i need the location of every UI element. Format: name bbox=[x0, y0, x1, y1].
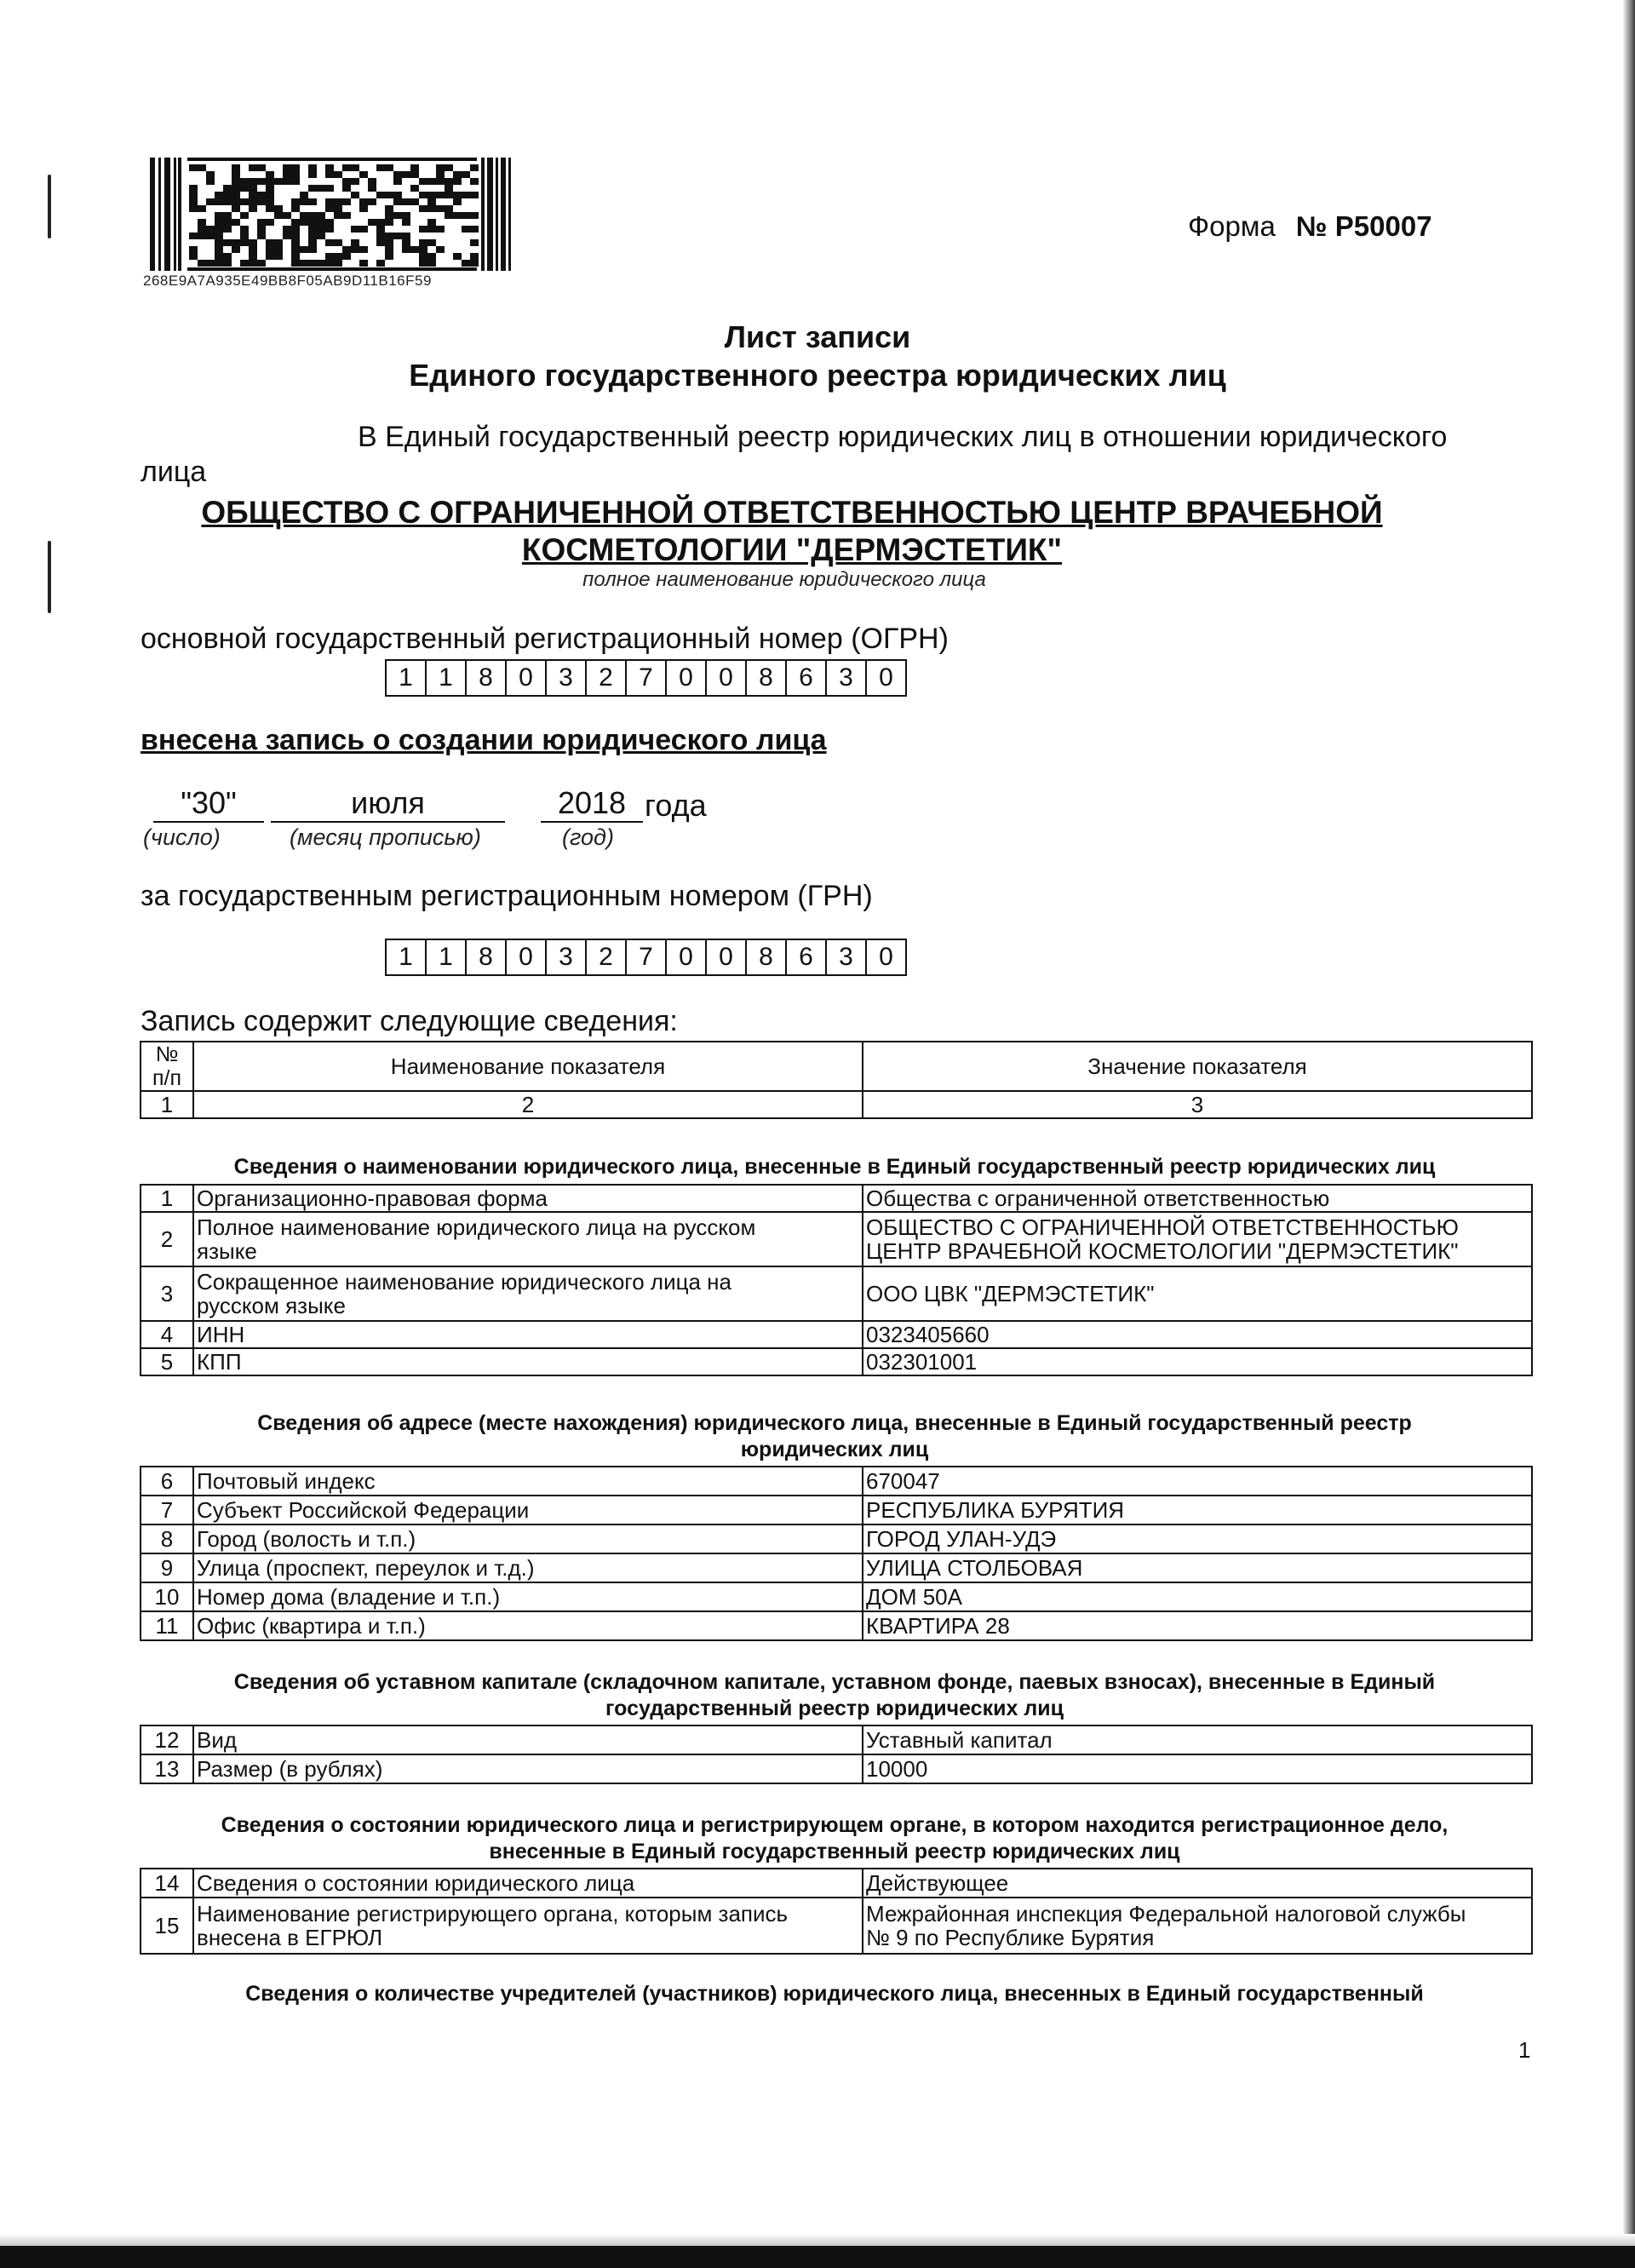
row-label-line: русском языке bbox=[197, 1293, 346, 1318]
entry-month: июля bbox=[271, 785, 505, 823]
section-title-status-line-2: внесенные в Единый государственный реестр юридических лиц bbox=[489, 1840, 1180, 1863]
section-title-capital-line-1: Сведения об уставном капитале (складочном капитале, уставном фонде, паевых взносах), внесенные в Единый bbox=[233, 1670, 1436, 1694]
table-row bbox=[141, 1754, 1532, 1783]
entry-year: 2018 bbox=[541, 785, 643, 823]
year-hint: (год) bbox=[562, 824, 614, 850]
page-title: Лист записи bbox=[724, 319, 911, 354]
org-name-hint: полное наименование юридического лица bbox=[582, 568, 986, 591]
row-label-line: Наименование регистрирующего органа, которым запись bbox=[197, 1901, 789, 1926]
row-number: 4 bbox=[141, 1321, 193, 1348]
row-value-line: ОБЩЕСТВО С ОГРАНИЧЕННОЙ ОТВЕТСТВЕННОСТЬЮ bbox=[866, 1214, 1459, 1240]
row-value: УЛИЦА СТОЛБОВАЯ bbox=[863, 1553, 1532, 1582]
row-value: РЕСПУБЛИКА БУРЯТИЯ bbox=[863, 1496, 1532, 1524]
table-row bbox=[141, 1611, 1532, 1640]
col-index-3: 3 bbox=[863, 1091, 1532, 1118]
digit-box: 1 bbox=[387, 940, 427, 974]
digit-box: 2 bbox=[587, 661, 627, 695]
row-label: Город (волость и т.п.) bbox=[193, 1524, 863, 1553]
entry-statement: внесена запись о создании юридического лица bbox=[141, 724, 827, 756]
table-row bbox=[141, 1212, 1532, 1266]
grn-label: за государственным регистрационным номером (ГРН) bbox=[141, 880, 873, 912]
month-hint: (месяц прописью) bbox=[290, 824, 481, 850]
digit-box: 3 bbox=[827, 661, 867, 695]
section-title-address-line-2: юридических лиц bbox=[740, 1438, 929, 1461]
row-value: ДОМ 50А bbox=[863, 1582, 1532, 1611]
table-row bbox=[141, 1725, 1532, 1754]
digit-box: 0 bbox=[879, 663, 893, 692]
digit-box: 3 bbox=[547, 940, 587, 974]
section-title-founders: Сведения о количестве учредителей (участников) юридического лица, внесенных в Единый государственный bbox=[245, 1982, 1424, 2006]
digit-box: 0 bbox=[507, 940, 547, 974]
col-value-header: Значение показателя bbox=[863, 1042, 1532, 1091]
org-full-name-line-2: КОСМЕТОЛОГИИ "ДЕРМЭСТЕТИК" bbox=[521, 532, 1063, 567]
row-number: 9 bbox=[141, 1553, 193, 1582]
scan-bottom-shadow bbox=[0, 2234, 1635, 2246]
digit-box: 3 bbox=[547, 661, 587, 695]
ogrn-label: основной государственный регистрационный номер (ОГРН) bbox=[141, 623, 949, 655]
form-code: № Р50007 bbox=[1295, 210, 1432, 242]
row-number: 5 bbox=[141, 1348, 193, 1375]
row-label: Офис (квартира и т.п.) bbox=[193, 1611, 863, 1640]
day-hint: (число) bbox=[143, 824, 221, 850]
row-value: 032301001 bbox=[863, 1348, 1532, 1375]
row-value: ГОРОД УЛАН-УДЭ bbox=[863, 1524, 1532, 1553]
section-title-status-line-1: Сведения о состоянии юридического лица и регистрирующем органе, в котором находится регистрационное дело, bbox=[221, 1813, 1449, 1837]
col-name-header: Наименование показателя bbox=[193, 1042, 863, 1091]
row-label: Улица (проспект, переулок и т.д.) bbox=[193, 1553, 863, 1582]
row-value-line: № 9 по Республике Бурятия bbox=[866, 1925, 1155, 1950]
punch-mark-top bbox=[48, 175, 51, 238]
row-value: Общества с ограниченной ответственностью bbox=[863, 1185, 1532, 1212]
digit-box: 1 bbox=[427, 940, 467, 974]
name-section-table bbox=[140, 1184, 1533, 1376]
digit-box: 1 bbox=[427, 661, 467, 695]
row-label: Почтовый индекс bbox=[193, 1467, 863, 1496]
row-value: Уставный капитал bbox=[863, 1725, 1532, 1754]
table-row bbox=[141, 1582, 1532, 1611]
digit-box: 7 bbox=[627, 940, 667, 974]
table-row bbox=[141, 1321, 1532, 1348]
row-label-line: внесена в ЕГРЮЛ bbox=[197, 1925, 383, 1950]
row-label: Субъект Российской Федерации bbox=[193, 1496, 863, 1524]
row-label: Номер дома (владение и т.п.) bbox=[193, 1582, 863, 1611]
table-row bbox=[141, 1496, 1532, 1524]
row-number: 6 bbox=[141, 1467, 193, 1496]
row-label: Размер (в рублях) bbox=[193, 1754, 863, 1783]
form-label: Форма bbox=[1188, 210, 1276, 242]
digit-box: 0 bbox=[707, 940, 747, 974]
row-label: Сведения о состоянии юридического лица bbox=[193, 1869, 863, 1898]
digit-box: 7 bbox=[627, 661, 667, 695]
table-row bbox=[141, 1266, 1532, 1321]
digit-box: 0 bbox=[707, 661, 747, 695]
col-index-2: 2 bbox=[193, 1091, 863, 1118]
section-title-capital-line-2: государственный реестр юридических лиц bbox=[605, 1697, 1064, 1720]
row-value: 10000 bbox=[863, 1754, 1532, 1783]
digit-box: 0 bbox=[667, 940, 707, 974]
col-num-header: № п/п bbox=[141, 1042, 193, 1091]
row-label: ИНН bbox=[193, 1321, 863, 1348]
row-number: 8 bbox=[141, 1524, 193, 1553]
row-value-line: ЦЕНТР ВРАЧЕБНОЙ КОСМЕТОЛОГИИ "ДЕРМЭСТЕТИК" bbox=[866, 1238, 1459, 1264]
row-value: ООО ЦВК "ДЕРМЭСТЕТИК" bbox=[863, 1266, 1532, 1321]
form-number bbox=[1188, 210, 1432, 243]
digit-box: 0 bbox=[879, 943, 893, 971]
row-value bbox=[863, 1212, 1532, 1266]
intro-line-2: лица bbox=[141, 456, 207, 488]
digit-box: 0 bbox=[667, 661, 707, 695]
ogrn-digit-boxes bbox=[385, 659, 907, 697]
row-value: КВАРТИРА 28 bbox=[863, 1611, 1532, 1640]
address-section-table bbox=[140, 1466, 1533, 1641]
row-number: 15 bbox=[141, 1898, 193, 1954]
digit-box: 2 bbox=[587, 940, 627, 974]
digit-box: 1 bbox=[387, 661, 427, 695]
scan-bottom-edge bbox=[0, 2246, 1635, 2268]
row-number: 1 bbox=[141, 1185, 193, 1212]
digit-box: 6 bbox=[787, 661, 827, 695]
row-label: Вид bbox=[193, 1725, 863, 1754]
section-title-address-line-1: Сведения об адресе (месте нахождения) юридического лица, внесенные в Единый государственный реестр bbox=[257, 1411, 1412, 1435]
row-label: Организационно-правовая форма bbox=[193, 1185, 863, 1212]
row-value-line: Межрайонная инспекция Федеральной налоговой службы bbox=[866, 1901, 1466, 1926]
row-number: 11 bbox=[141, 1611, 193, 1640]
page-number: 1 bbox=[1518, 2037, 1531, 2063]
status-section-table bbox=[140, 1868, 1533, 1955]
row-label-line: Сокращенное наименование юридического лица на bbox=[197, 1269, 731, 1295]
digit-box: 3 bbox=[827, 940, 867, 974]
row-value bbox=[863, 1898, 1532, 1954]
row-label-line: языке bbox=[197, 1238, 257, 1264]
org-full-name-line-1: ОБЩЕСТВО С ОГРАНИЧЕННОЙ ОТВЕТСТВЕННОСТЬЮ ЦЕНТР ВРАЧЕБНОЙ bbox=[201, 495, 1383, 530]
section-title-name: Сведения о наименовании юридического лица, внесенные в Единый государственный реестр юридических лиц bbox=[233, 1155, 1436, 1179]
row-number: 13 bbox=[141, 1754, 193, 1783]
row-number: 10 bbox=[141, 1582, 193, 1611]
barcode-image bbox=[150, 158, 513, 271]
table-row bbox=[141, 1898, 1532, 1954]
table-row bbox=[141, 1524, 1532, 1553]
digit-box: 0 bbox=[507, 661, 547, 695]
row-label: КПП bbox=[193, 1348, 863, 1375]
digit-box: 8 bbox=[467, 940, 507, 974]
row-value: 670047 bbox=[863, 1467, 1532, 1496]
entry-day: "30" bbox=[153, 785, 264, 823]
digit-box: 8 bbox=[467, 661, 507, 695]
row-label-line: Полное наименование юридического лица на русском bbox=[197, 1214, 756, 1240]
digit-box: 8 bbox=[747, 940, 787, 974]
table-row bbox=[141, 1467, 1532, 1496]
row-number: 14 bbox=[141, 1869, 193, 1898]
table-row bbox=[141, 1553, 1532, 1582]
row-number: 2 bbox=[141, 1212, 193, 1266]
row-value: Действующее bbox=[863, 1869, 1532, 1898]
row-number: 3 bbox=[141, 1266, 193, 1321]
row-label bbox=[193, 1212, 863, 1266]
barcode-text: 268E9A7A935E49BB8F05AB9D11B16F59 bbox=[143, 273, 432, 289]
row-value: 0323405660 bbox=[863, 1321, 1532, 1348]
digit-box: 6 bbox=[787, 940, 827, 974]
columns-header-table bbox=[140, 1041, 1533, 1119]
grn-digit-boxes bbox=[385, 939, 907, 976]
row-number: 12 bbox=[141, 1725, 193, 1754]
contents-heading: Запись содержит следующие сведения: bbox=[141, 1005, 678, 1037]
row-label bbox=[193, 1266, 863, 1321]
table-row bbox=[141, 1185, 1532, 1212]
table-row bbox=[141, 1348, 1532, 1375]
digit-box: 8 bbox=[747, 661, 787, 695]
table-row bbox=[141, 1869, 1532, 1898]
entry-year-suffix: года bbox=[645, 788, 707, 823]
row-number: 7 bbox=[141, 1496, 193, 1524]
col-index-1: 1 bbox=[141, 1091, 193, 1118]
intro-line-1: В Единый государственный реестр юридических лиц в отношении юридического bbox=[358, 421, 1448, 453]
page-subtitle: Единого государственного реестра юридических лиц bbox=[409, 358, 1226, 393]
row-label bbox=[193, 1898, 863, 1954]
capital-section-table bbox=[140, 1725, 1533, 1784]
